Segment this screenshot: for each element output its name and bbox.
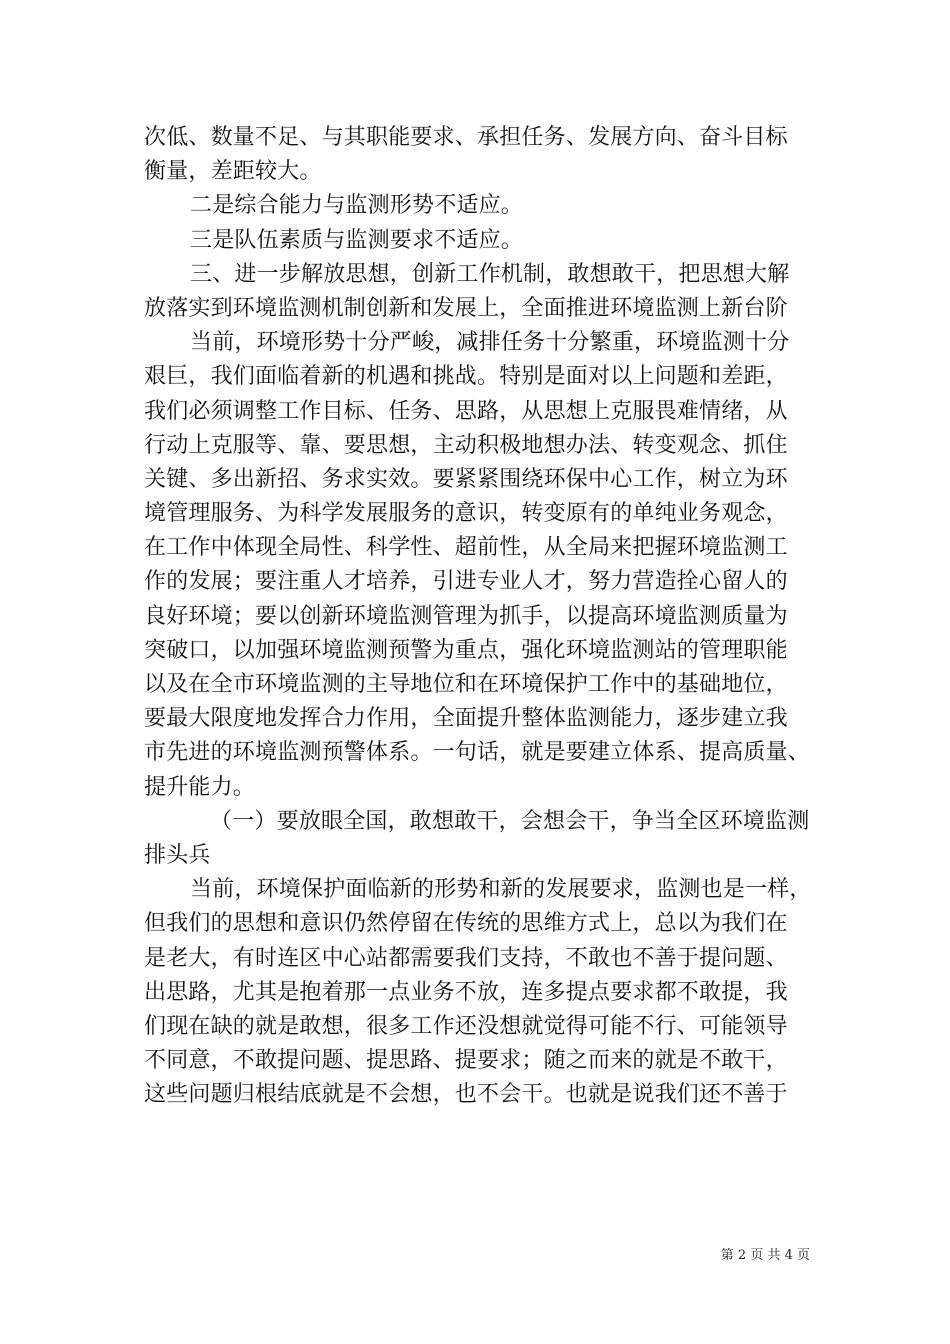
text-line: 衡量，差距较大。 bbox=[144, 159, 322, 185]
text-line: 次低、数量不足、与其职能要求、承担任务、发展方向、奋斗目标 bbox=[144, 125, 788, 150]
text-line: 二是综合能力与监测形势不适应。 bbox=[190, 193, 524, 219]
text-line: 行动上克服等、靠、要思想，主动积极地想办法、转变观念、抓住 bbox=[144, 432, 788, 458]
text-line: 三是队伍素质与监测要求不适应。 bbox=[190, 227, 524, 253]
text-line: 提升能力。 bbox=[144, 774, 256, 800]
text-line: 当前，环境保护面临新的形势和新的发展要求，监测也是一样， bbox=[190, 877, 812, 903]
text-line: 出思路，尤其是抱着那一点业务不放，连多提点要求都不敢提，我 bbox=[144, 979, 788, 1005]
text-line: 艰巨，我们面临着新的机遇和挑战。特别是面对以上问题和差距， bbox=[144, 364, 788, 390]
text-line: 是老大，有时连区中心站都需要我们支持，不敢也不善于提问题、 bbox=[144, 945, 788, 971]
text-line: 境管理服务、为科学发展服务的意识，转变原有的单纯业务观念， bbox=[144, 501, 788, 527]
text-line: 市先进的环境监测预警体系。一句话，就是要建立体系、提高质量、 bbox=[144, 740, 811, 766]
text-line: 在工作中体现全局性、科学性、超前性，从全局来把握环境监测工 bbox=[144, 535, 788, 561]
text-line: 作的发展；要注重人才培养，引进专业人才，努力营造拴心留人的 bbox=[144, 569, 788, 595]
text-line: 不同意，不敢提问题、提思路、提要求；随之而来的就是不敢干， bbox=[144, 1048, 788, 1074]
page-number: 第 2 页 共 4 页 bbox=[720, 1248, 810, 1263]
subsection-heading: 排头兵 bbox=[144, 842, 211, 868]
text-line: 以及在全市环境监测的主导地位和在环境保护工作中的基础地位， bbox=[144, 672, 788, 697]
body-text bbox=[144, 121, 822, 1112]
text-line: 但我们的思想和意识仍然停留在传统的思维方式上，总以为我们在 bbox=[144, 911, 788, 937]
text-line: 良好环境；要以创新环境监测管理为抓手，以提高环境监测质量为 bbox=[144, 603, 788, 629]
subsection-heading: （一）要放眼全国，敢想敢干，会想会干，争当全区环境监测 bbox=[210, 808, 810, 834]
text-line: 突破口，以加强环境监测预警为重点，强化环境监测站的管理职能 bbox=[144, 637, 788, 663]
text-line: 要最大限度地发挥合力作用，全面提升整体监测能力，逐步建立我 bbox=[144, 706, 788, 732]
text-line: 我们必须调整工作目标、任务、思路，从思想上克服畏难情绪，从 bbox=[144, 398, 788, 424]
section-heading: 三、进一步解放思想，创新工作机制，敢想敢干，把思想大解 bbox=[190, 261, 790, 287]
text-line: 当前，环境形势十分严峻，减排任务十分繁重，环境监测十分 bbox=[190, 330, 790, 356]
text-line: 关键、多出新招、务求实效。要紧紧围绕环保中心工作，树立为环 bbox=[144, 466, 788, 492]
section-heading: 放落实到环境监测机制创新和发展上，全面推进环境监测上新台阶 bbox=[144, 295, 788, 321]
text-line: 们现在缺的就是敢想，很多工作还没想就觉得可能不行、可能领导 bbox=[144, 1013, 788, 1039]
text-line: 这些问题归根结底就是不会想，也不会干。也就是说我们还不善于 bbox=[144, 1082, 788, 1108]
